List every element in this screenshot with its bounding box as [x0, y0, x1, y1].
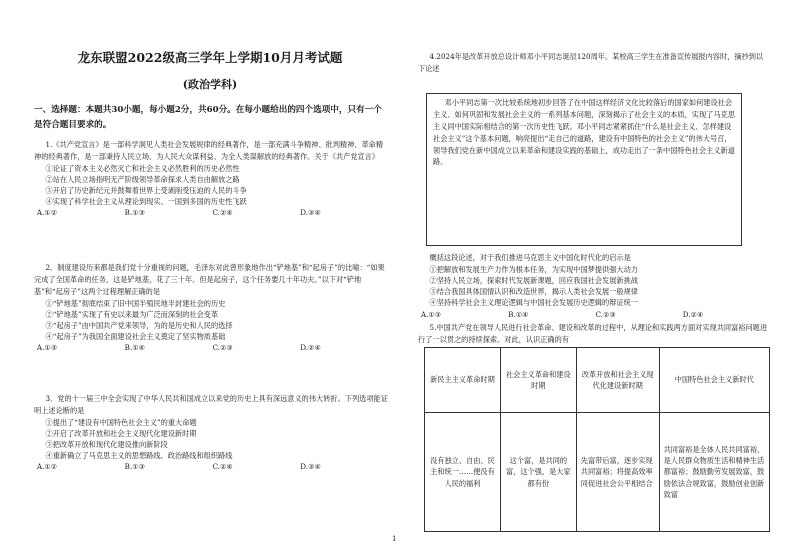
- option-2: ②坚持人民立场，探索时代发展新课题，回应我国社会发展新挑战: [429, 276, 638, 286]
- answer-choices: [34, 207, 388, 219]
- table-header-cell: 中国特色社会主义新时代: [659, 348, 769, 413]
- choice-c: C.②④: [212, 462, 233, 472]
- question-2: [34, 262, 388, 354]
- choice-b: B.①③: [124, 208, 146, 218]
- table-header-cell: 新民主主义革命时期: [425, 348, 501, 413]
- question-stem: 1.《共产党宣言》是一部科学洞见人类社会发展规律的经典著作，是一部充满斗争精神、批判精神、革命精神的经典著作，是一部秉持人民立场、为人民大众谋利益、为全人类谋解放的经典著作。关于《共产党宣言》: [34, 140, 384, 161]
- option-3: ③把改革开放和现代化建设推向新阶段: [45, 440, 168, 450]
- question-4-body: [418, 252, 770, 320]
- question-stem: 2．制度建设历来都是我们党十分重视的问题，毛泽东对此曾形象地作出“铲地基”和“起房子”的比喻：“如果完成了全国革命的任务，这是铲地基，花了三十年。但是起房子，这个任务要几十年功夫。”以下对“铲地基”和“起房子”这两个过程理解正确的是: [34, 263, 385, 296]
- table-cell: 没有独立、自由、民主和统一……便没有人民的福利: [425, 413, 501, 532]
- option-1: ①提出了“建设有中国特色社会主义”的重大命题: [45, 417, 197, 427]
- option-3: ③“起房子”由中国共产党来领导，为的是历史和人民的选择: [45, 320, 233, 330]
- option-4: ④坚持科学社会主义理论逻辑与中国社会发展历史逻辑的辩证统一: [429, 298, 638, 308]
- choice-b: B.①④: [508, 309, 529, 319]
- question-1: [34, 139, 388, 219]
- option-2: ②站在人民立场指明无产阶级领导革命探求人类自由解放之路: [45, 174, 240, 184]
- quoted-passage: 邓小平同志第一次比较系统地初步回答了在中国这样经济文化比较落后的国家如何建设社会主义、如何巩固和发展社会主义的一系列基本问题，深刻揭示了社会主义的本质，实现了马克思主义同中国实际相结合的第一次历史性飞跃。邓小平同志紧紧抓住“什么是社会主义、怎样建设社会主义”这个基本问题，响亮提出“走自己的道路，建设有中国特色的社会主义”的伟大号召，领导我们党在新中国成立以来革命和建设实践的基础上，成功走出了一条中国特色社会主义新道路。: [426, 93, 742, 246]
- choice-b: B.①④: [124, 343, 146, 353]
- option-3: ③开启了历史新纪元并鼓舞着世界上受剥削受压迫的人民的斗争: [45, 186, 247, 196]
- choice-d: D.②④: [300, 343, 321, 353]
- option-1: ①“铲地基”彻底结束了旧中国半殖民地半封建社会的历史: [45, 298, 226, 308]
- choice-c: C.②④: [212, 208, 233, 218]
- table-cell: 共同富裕是全体人民共同富裕，是人民群众物质生活和精神生活都富裕；鼓励勤劳发展致富，鼓励依法合规致富，鼓励创业创新致富: [659, 413, 769, 532]
- section-heading: 一、选择题：本题共30小题，每小题2分，共60分。在每小题给出的四个选项中，只有一个是符合题目要求的。: [34, 105, 382, 131]
- choice-c: C.②③: [212, 343, 233, 353]
- option-2: ②开启了改革开放和社会主义现代化建设新时期: [45, 428, 197, 438]
- question-5-stem: [418, 322, 770, 346]
- question-4-stem: [418, 51, 770, 75]
- exam-subtitle: (政治学科): [182, 78, 238, 91]
- option-1: ①把解放和发展生产力作为根本任务，为实现中国梦提供强大动力: [429, 264, 638, 274]
- option-4: ④实现了科学社会主义从理论到现实、一国到多国的历史性飞跃: [45, 197, 247, 207]
- option-2: ②“铲地基”实现了有史以来最为广泛而深刻的社会变革: [45, 309, 219, 319]
- choice-c: C.②③: [595, 309, 616, 319]
- table-cell: 先富带后富，逐步实现共同富裕；将提高效率同促进社会公平相结合: [576, 413, 659, 532]
- choice-d: D.②④: [682, 309, 704, 319]
- choice-d: D.③④: [300, 462, 321, 472]
- answer-choices: [34, 342, 388, 354]
- question-stem: 5.中国共产党在领导人民进行社会革命、建设和改革的过程中，从理论和实践两方面对实现共同富裕问题进行了一以贯之的持续探索。对此，认识正确的有: [418, 323, 768, 344]
- history-periods-table: [424, 347, 770, 532]
- answer-choices: [34, 461, 388, 473]
- choice-d: D.③④: [300, 208, 321, 218]
- choice-b: B.①③: [124, 462, 146, 472]
- option-4: ④重新确立了马克思主义的思想路线、政治路线和组织路线: [45, 451, 233, 461]
- choice-a: A.①②: [36, 208, 58, 218]
- answer-choices: [418, 309, 770, 321]
- option-3: ③结合我国具体国情认识和改造世界，揭示人类社会发展一般规律: [429, 287, 638, 297]
- choice-a: A.①③: [36, 343, 58, 353]
- table-header-row: [425, 348, 770, 413]
- choice-a: A.①②: [36, 462, 58, 472]
- page-number: 1: [392, 535, 397, 543]
- question-prompt: 概括这段论述，对于我们推进马克思主义中国化时代化的启示是: [429, 253, 631, 262]
- table-header-cell: 改革开放和社会主义现代化建设新时期: [576, 348, 659, 413]
- choice-a: A.①③: [420, 309, 442, 319]
- option-1: ①论证了资本主义必然灭亡和社会主义必然胜利的历史必然性: [45, 163, 240, 173]
- question-stem: 3．党的十一届三中全会实现了中华人民共和国成立以来党的历史上具有深远意义的伟大转折。下列选项能证明上述论断的是: [34, 394, 388, 415]
- exam-title: 龙东联盟2022级高三学年上学期10月月考试题: [77, 50, 343, 65]
- question-3: [34, 393, 388, 473]
- table-cell: 这个富，是共同的富，这个强，是大家都有份: [500, 413, 576, 532]
- option-4: ④“起房子”为我国全面建设社会主义奠定了坚实物质基础: [45, 332, 226, 342]
- table-header-cell: 社会主义革命和建设时期: [500, 348, 576, 413]
- table-row: [425, 413, 770, 532]
- question-stem: 4.2024年是改革开放总设计师邓小平同志诞辰120周年。某校高三学生在准备宣传展报内容时，摘抄到以下论述: [418, 52, 764, 73]
